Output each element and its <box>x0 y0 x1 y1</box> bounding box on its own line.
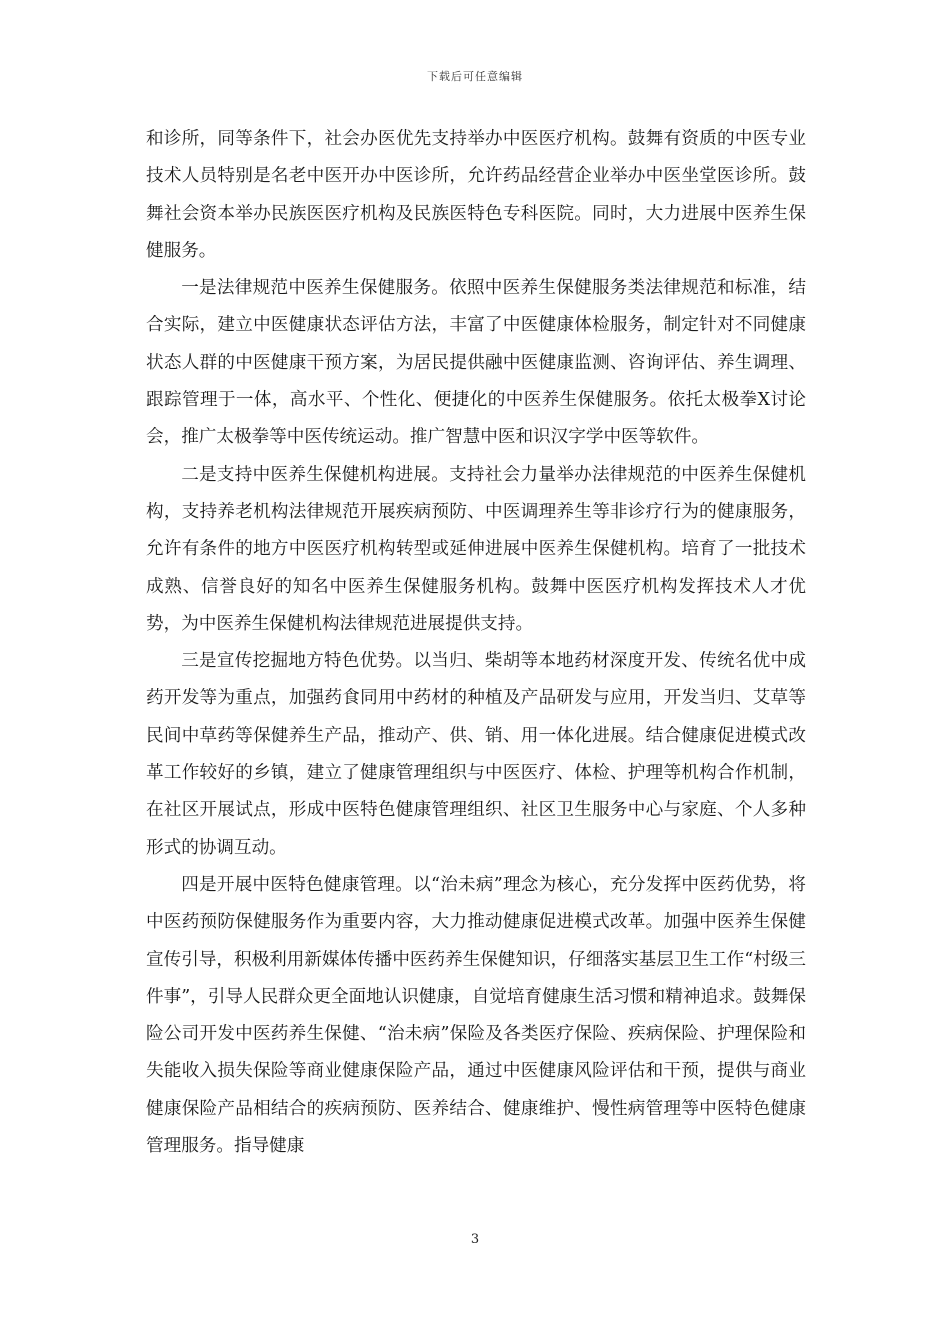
page-number: 3 <box>470 1232 480 1247</box>
page-header-note: 下载后可任意编辑 <box>427 70 523 83</box>
paragraph-continuation: 和诊所，同等条件下，社会办医优先支持举办中医医疗机构。鼓舞有资质的中医专业技术人员特别是名老中医开办中医诊所，允许药品经营企业举办中医坐堂医诊所。鼓舞社会资本举办民族医医疗机构及民族医特色专科医院。同时，大力进展中医养生保健服务。 <box>146 129 806 261</box>
document-body <box>146 121 806 1165</box>
paragraph-point-one: 一是法律规范中医养生保健服务。依照中医养生保健服务类法律规范和标准，结合实际，建立中医健康状态评估方法，丰富了中医健康体检服务，制定针对不同健康状态人群的中医健康干预方案，为居民提供融中医健康监测、咨询评估、养生调理、跟踪管理于一体，高水平、个性化、便捷化的中医养生保健服务。依托太极拳X讨论会，推广太极拳等中医传统运动。推广智慧中医和识汉字学中医等软件。 <box>146 278 806 448</box>
paragraph-point-two: 二是支持中医养生保健机构进展。支持社会力量举办法律规范的中医养生保健机构，支持养老机构法律规范开展疾病预防、中医调理养生等非诊疗行为的健康服务，允许有条件的地方中医医疗机构转型或延伸进展中医养生保健机构。培育了一批技术成熟、信誉良好的知名中医养生保健服务机构。鼓舞中医医疗机构发挥技术人才优势，为中医养生保健机构法律规范进展提供支持。 <box>146 464 806 634</box>
paragraph-point-three: 三是宣传挖掘地方特色优势。以当归、柴胡等本地药材深度开发、传统名优中成药开发等为重点，加强药食同用中药材的种植及产品研发与应用，开发当归、艾草等民间中草药等保健养生产品，推动产、供、销、用一体化进展。结合健康促进模式改革工作较好的乡镇，建立了健康管理组织与中医医疗、体检、护理等机构合作机制，在社区开展试点，形成中医特色健康管理组织、社区卫生服务中心与家庭、个人多种形式的协调互动。 <box>146 651 806 858</box>
paragraph-point-four: 四是开展中医特色健康管理。以“治未病”理念为核心，充分发挥中医药优势，将中医药预防保健服务作为重要内容，大力推动健康促进模式改革。加强中医养生保健宣传引导，积极利用新媒体传播中医药养生保健知识，仔细落实基层卫生工作“村级三件事”，引导人民群众更全面地认识健康，自觉培育健康生活习惯和精神追求。鼓舞保险公司开发中医药养生保健、“治未病”保险及各类医疗保险、疾病保险、护理保险和失能收入损失保险等商业健康保险产品，通过中医健康风险评估和干预，提供与商业健康保险产品相结合的疾病预防、医养结合、健康维护、慢性病管理等中医特色健康管理服务。指导健康 <box>146 874 806 1157</box>
